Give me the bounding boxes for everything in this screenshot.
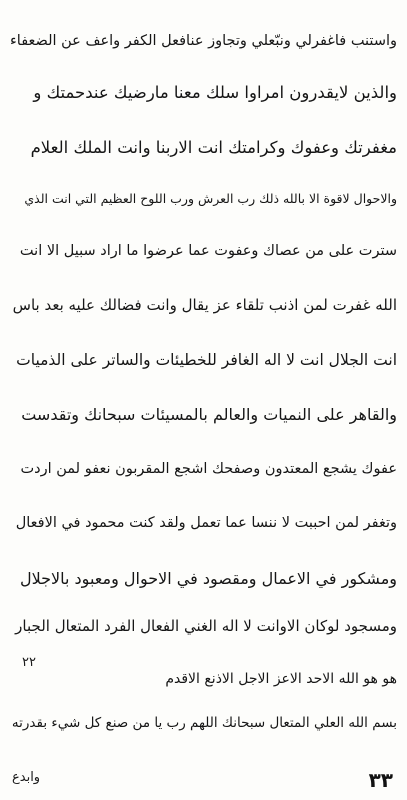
text-line: واستنب فاغفرلي ونبّعلي وتجاوز عنافعل الكفر واعف عن الضعفاء: [9, 33, 397, 49]
text-line: ومشكور في الاعمال ومقصود في الاحوال ومعبود بالاجلال: [19, 569, 397, 588]
catchword: وابدع: [12, 770, 41, 785]
text-line: ومسجود لوكان الاوانت لا اله الغني الفعال الفرد المتعال الجبار: [15, 617, 397, 635]
page-number: ٣٣: [368, 768, 393, 792]
text-line: سترت على من عصاك وعفوت عما عرضوا ما اراد سبيل الا انت: [19, 243, 397, 259]
text-line: والاحوال لاقوة الا بالله ذلك رب العرش ورب اللوح العظيم التي انت الذي: [24, 191, 397, 206]
text-line: عفوك يشجع المعتدون وصفحك اشجع المقربون نعفو لمن اردت: [20, 461, 397, 477]
text-line: مغفرتك وعفوك وكرامتك انت الاربنا وانت الملك العلام: [30, 138, 397, 157]
text-line: والقاهر على النميات والعالم بالمسيئات سبحانك وتقدست: [21, 405, 397, 424]
text-line: والذين لايقدرون امراوا سلك معنا مارضيك عندحمتك و: [33, 83, 397, 102]
text-line: انت الجلال انت لا اله الغافر للخطيئات والساتر على الذميات: [16, 351, 397, 369]
text-line: الله غفرت لمن اذنب تلقاء عز يقال وانت فضالك عليه بعد باس: [12, 296, 397, 314]
text-line: وتغفر لمن احببت لا ننسا عما تعمل ولقد كنت محمود في الافعال: [15, 515, 397, 531]
margin-number: ٢٢: [22, 655, 36, 670]
text-line-centered: هو هو الله الاحد الاعز الاجل الاذنع الاقدم: [165, 671, 397, 687]
text-line: بسم الله العلي المتعال سبحانك اللهم رب يا من صنع كل شيء بقدرته: [11, 715, 397, 731]
